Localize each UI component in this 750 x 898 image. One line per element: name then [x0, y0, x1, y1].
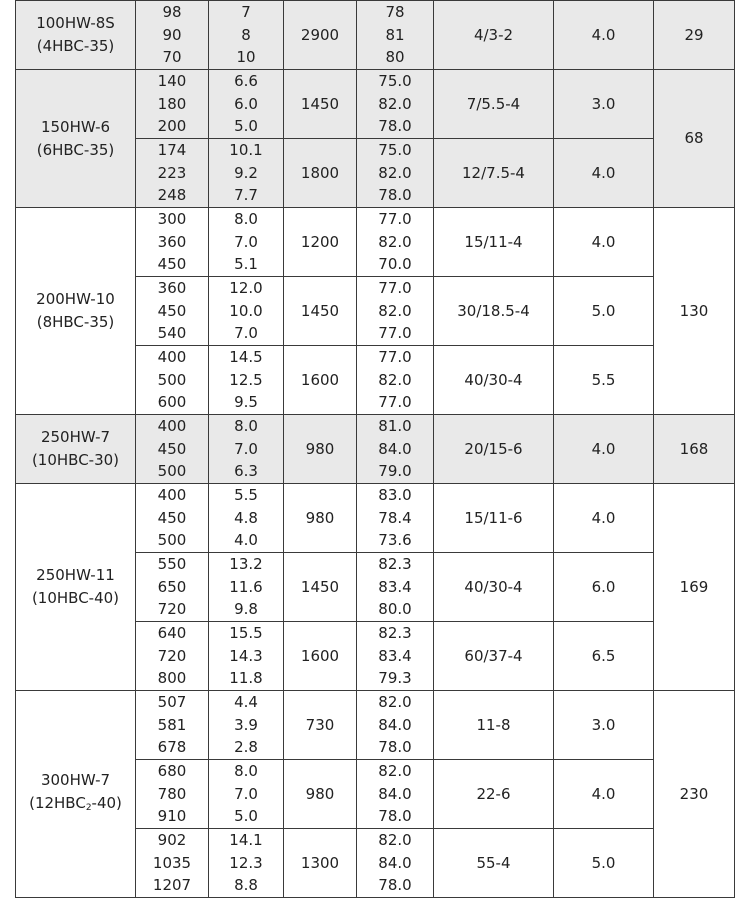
npsh-cell: 6.0	[554, 553, 654, 622]
efficiency-cell: 77.0 82.0 77.0	[357, 346, 434, 415]
npsh-cell: 3.0	[554, 70, 654, 139]
weight-cell: 130	[654, 208, 735, 415]
model-code-subscript: 2	[85, 802, 92, 813]
head-cell: 8.0 7.0 5.1	[209, 208, 284, 277]
motor-cell: 22-6	[434, 760, 554, 829]
efficiency-cell: 77.0 82.0 70.0	[357, 208, 434, 277]
weight-cell: 230	[654, 691, 735, 898]
speed-cell: 1600	[284, 622, 357, 691]
npsh-cell: 6.5	[554, 622, 654, 691]
model-cell: 250HW-7 (10HBC-30)	[16, 415, 136, 484]
flow-cell: 902 1035 1207	[136, 829, 209, 898]
head-cell: 8.0 7.0 6.3	[209, 415, 284, 484]
motor-cell: 7/5.5-4	[434, 70, 554, 139]
model-cell	[16, 691, 136, 898]
npsh-cell: 4.0	[554, 484, 654, 553]
pump-performance-table	[15, 0, 735, 898]
speed-cell: 1200	[284, 208, 357, 277]
speed-cell: 730	[284, 691, 357, 760]
model-code-prefix: (12HBC	[29, 793, 86, 812]
motor-cell: 20/15-6	[434, 415, 554, 484]
speed-cell: 980	[284, 484, 357, 553]
head-cell: 12.0 10.0 7.0	[209, 277, 284, 346]
flow-cell: 140 180 200	[136, 70, 209, 139]
weight-cell: 29	[654, 1, 735, 70]
speed-cell: 1450	[284, 70, 357, 139]
efficiency-cell: 77.0 82.0 77.0	[357, 277, 434, 346]
npsh-cell: 4.0	[554, 1, 654, 70]
speed-cell: 1450	[284, 553, 357, 622]
model-code-suffix: -40)	[91, 793, 122, 812]
npsh-cell: 3.0	[554, 691, 654, 760]
speed-cell: 980	[284, 760, 357, 829]
table-row	[16, 415, 735, 484]
head-cell: 14.5 12.5 9.5	[209, 346, 284, 415]
model-name: 300HW-7	[40, 770, 111, 789]
table-row	[16, 484, 735, 553]
head-cell: 8.0 7.0 5.0	[209, 760, 284, 829]
npsh-cell: 5.0	[554, 829, 654, 898]
flow-cell: 400 500 600	[136, 346, 209, 415]
speed-cell: 2900	[284, 1, 357, 70]
flow-cell: 98 90 70	[136, 1, 209, 70]
head-cell: 6.6 6.0 5.0	[209, 70, 284, 139]
efficiency-cell: 82.3 83.4 80.0	[357, 553, 434, 622]
efficiency-cell: 81.0 84.0 79.0	[357, 415, 434, 484]
npsh-cell: 4.0	[554, 415, 654, 484]
speed-cell: 980	[284, 415, 357, 484]
motor-cell: 60/37-4	[434, 622, 554, 691]
speed-cell: 1800	[284, 139, 357, 208]
model-cell: 250HW-11 (10HBC-40)	[16, 484, 136, 691]
efficiency-cell: 82.0 84.0 78.0	[357, 760, 434, 829]
npsh-cell: 5.0	[554, 277, 654, 346]
efficiency-cell: 83.0 78.4 73.6	[357, 484, 434, 553]
efficiency-cell: 82.3 83.4 79.3	[357, 622, 434, 691]
head-cell: 4.4 3.9 2.8	[209, 691, 284, 760]
motor-cell: 12/7.5-4	[434, 139, 554, 208]
speed-cell: 1600	[284, 346, 357, 415]
flow-cell: 550 650 720	[136, 553, 209, 622]
head-cell: 10.1 9.2 7.7	[209, 139, 284, 208]
efficiency-cell: 82.0 84.0 78.0	[357, 829, 434, 898]
table-row	[16, 208, 735, 277]
weight-cell: 68	[654, 70, 735, 208]
weight-cell: 169	[654, 484, 735, 691]
flow-cell: 507 581 678	[136, 691, 209, 760]
efficiency-cell: 82.0 84.0 78.0	[357, 691, 434, 760]
head-cell: 15.5 14.3 11.8	[209, 622, 284, 691]
flow-cell: 640 720 800	[136, 622, 209, 691]
motor-cell: 11-8	[434, 691, 554, 760]
model-cell: 150HW-6 (6HBC-35)	[16, 70, 136, 208]
motor-cell: 40/30-4	[434, 346, 554, 415]
npsh-cell: 4.0	[554, 139, 654, 208]
head-cell: 7 8 10	[209, 1, 284, 70]
flow-cell: 174 223 248	[136, 139, 209, 208]
motor-cell: 55-4	[434, 829, 554, 898]
flow-cell: 400 450 500	[136, 484, 209, 553]
efficiency-cell: 78 81 80	[357, 1, 434, 70]
model-cell: 200HW-10 (8HBC-35)	[16, 208, 136, 415]
motor-cell: 4/3-2	[434, 1, 554, 70]
npsh-cell: 4.0	[554, 208, 654, 277]
efficiency-cell: 75.0 82.0 78.0	[357, 70, 434, 139]
flow-cell: 680 780 910	[136, 760, 209, 829]
motor-cell: 15/11-4	[434, 208, 554, 277]
motor-cell: 30/18.5-4	[434, 277, 554, 346]
motor-cell: 15/11-6	[434, 484, 554, 553]
table-row	[16, 70, 735, 139]
model-cell: 100HW-8S (4HBC-35)	[16, 1, 136, 70]
motor-cell: 40/30-4	[434, 553, 554, 622]
head-cell: 14.1 12.3 8.8	[209, 829, 284, 898]
flow-cell: 300 360 450	[136, 208, 209, 277]
npsh-cell: 4.0	[554, 760, 654, 829]
flow-cell: 400 450 500	[136, 415, 209, 484]
speed-cell: 1450	[284, 277, 357, 346]
weight-cell: 168	[654, 415, 735, 484]
table-row	[16, 691, 735, 760]
npsh-cell: 5.5	[554, 346, 654, 415]
flow-cell: 360 450 540	[136, 277, 209, 346]
speed-cell: 1300	[284, 829, 357, 898]
efficiency-cell: 75.0 82.0 78.0	[357, 139, 434, 208]
head-cell: 13.2 11.6 9.8	[209, 553, 284, 622]
head-cell: 5.5 4.8 4.0	[209, 484, 284, 553]
table-row	[16, 1, 735, 70]
